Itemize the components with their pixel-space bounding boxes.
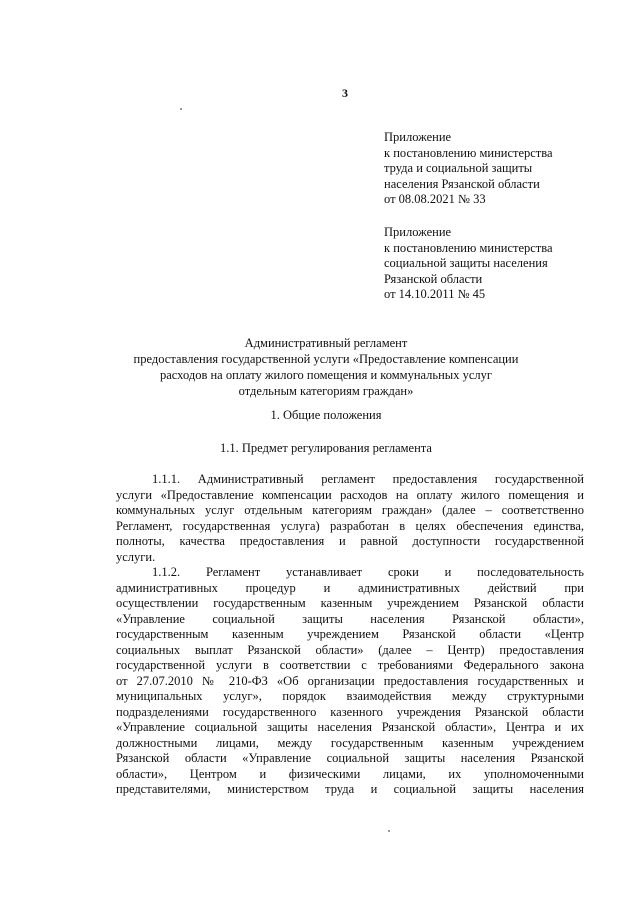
body-line: должностными лицами, между государственным казенным учреждением — [116, 735, 584, 750]
body-line: осуществлении государственным казенным учреждением Рязанской области — [116, 596, 584, 610]
appendix-original-line: от 14.10.2011 № 45 — [384, 287, 486, 301]
section-heading-subject: 1.1. Предмет регулирования регламента — [220, 441, 432, 455]
appendix-original-line: Приложение — [384, 225, 452, 239]
body-line: муниципальных услуг», порядок взаимодействия между структурными — [116, 689, 584, 703]
page-number: 3 — [342, 86, 348, 100]
scan-speck — [388, 830, 390, 832]
body-line: Рязанской области «Управление социальной защиты населения Рязанской — [116, 751, 584, 765]
body-line: подразделениями государственного казенного учреждения Рязанской области — [116, 704, 584, 719]
body-line: коммунальных услуг отдельным категориям граждан» (далее – соответственно — [116, 503, 584, 517]
appendix-current-line: к постановлению министерства — [384, 145, 553, 160]
appendix-current-line: труда и социальной защиты — [384, 161, 533, 175]
body-line: 1.1.1. Административный регламент предоставления государственной — [152, 472, 584, 486]
appendix-original-line: Рязанской области — [384, 271, 483, 286]
body-line: представителями, министерством труда и социальной защиты населения — [116, 782, 584, 796]
body-line: Регламент, государственная услуга) разработан в целях обеспечения единства, — [116, 518, 584, 533]
title-line: расходов на оплату жилого помещения и коммунальных услуг — [159, 368, 492, 382]
appendix-current-line: от 08.08.2021 № 33 — [384, 192, 486, 206]
title-line: отдельным категориям граждан» — [238, 384, 414, 398]
section-heading-general: 1. Общие положения — [270, 408, 382, 422]
title-line: Административный регламент — [244, 336, 408, 350]
body-line: государственным казенным учреждением Рязанской области «Центр — [116, 627, 584, 641]
body-line: области», Центром и физическими лицами, их уполномоченными — [116, 766, 584, 781]
body-line: услуги «Предоставление компенсации расходов на оплату жилого помещения и — [116, 487, 584, 502]
appendix-original-line: к постановлению министерства — [384, 240, 553, 255]
body-line: социальных выплат Рязанской области» (далее – Центр) предоставления — [116, 642, 584, 657]
appendix-current — [384, 130, 604, 208]
body-line: от 27.07.2010 № 210-ФЗ «Об организации предоставления государственных и — [116, 673, 584, 688]
document-title — [100, 335, 552, 399]
appendix-original — [384, 225, 604, 303]
appendix-current-line: Приложение — [384, 130, 452, 144]
body-line: полноты, качества предоставления и равной доступности государственной — [116, 534, 584, 548]
title-line: предоставления государственной услуги «Предоставление компенсации — [133, 352, 519, 366]
appendix-current-line: населения Рязанской области — [384, 176, 540, 191]
body-line: «Управление социальной защиты населения Рязанской области», — [116, 611, 584, 626]
body-line: 1.1.2. Регламент устанавливает сроки и последовательность — [152, 565, 584, 579]
body-line: государственной услуги в соответствии с требованиями Федерального закона — [116, 658, 584, 672]
body-line: административных процедур и административных действий при — [116, 580, 584, 595]
body-line: услуги. — [116, 549, 156, 564]
body-line: «Управление социальной защиты населения Рязанской области», Центра и их — [116, 720, 584, 734]
appendix-original-line: социальной защиты населения — [384, 256, 548, 270]
scan-speck — [180, 108, 182, 110]
regulation-body — [116, 472, 584, 798]
